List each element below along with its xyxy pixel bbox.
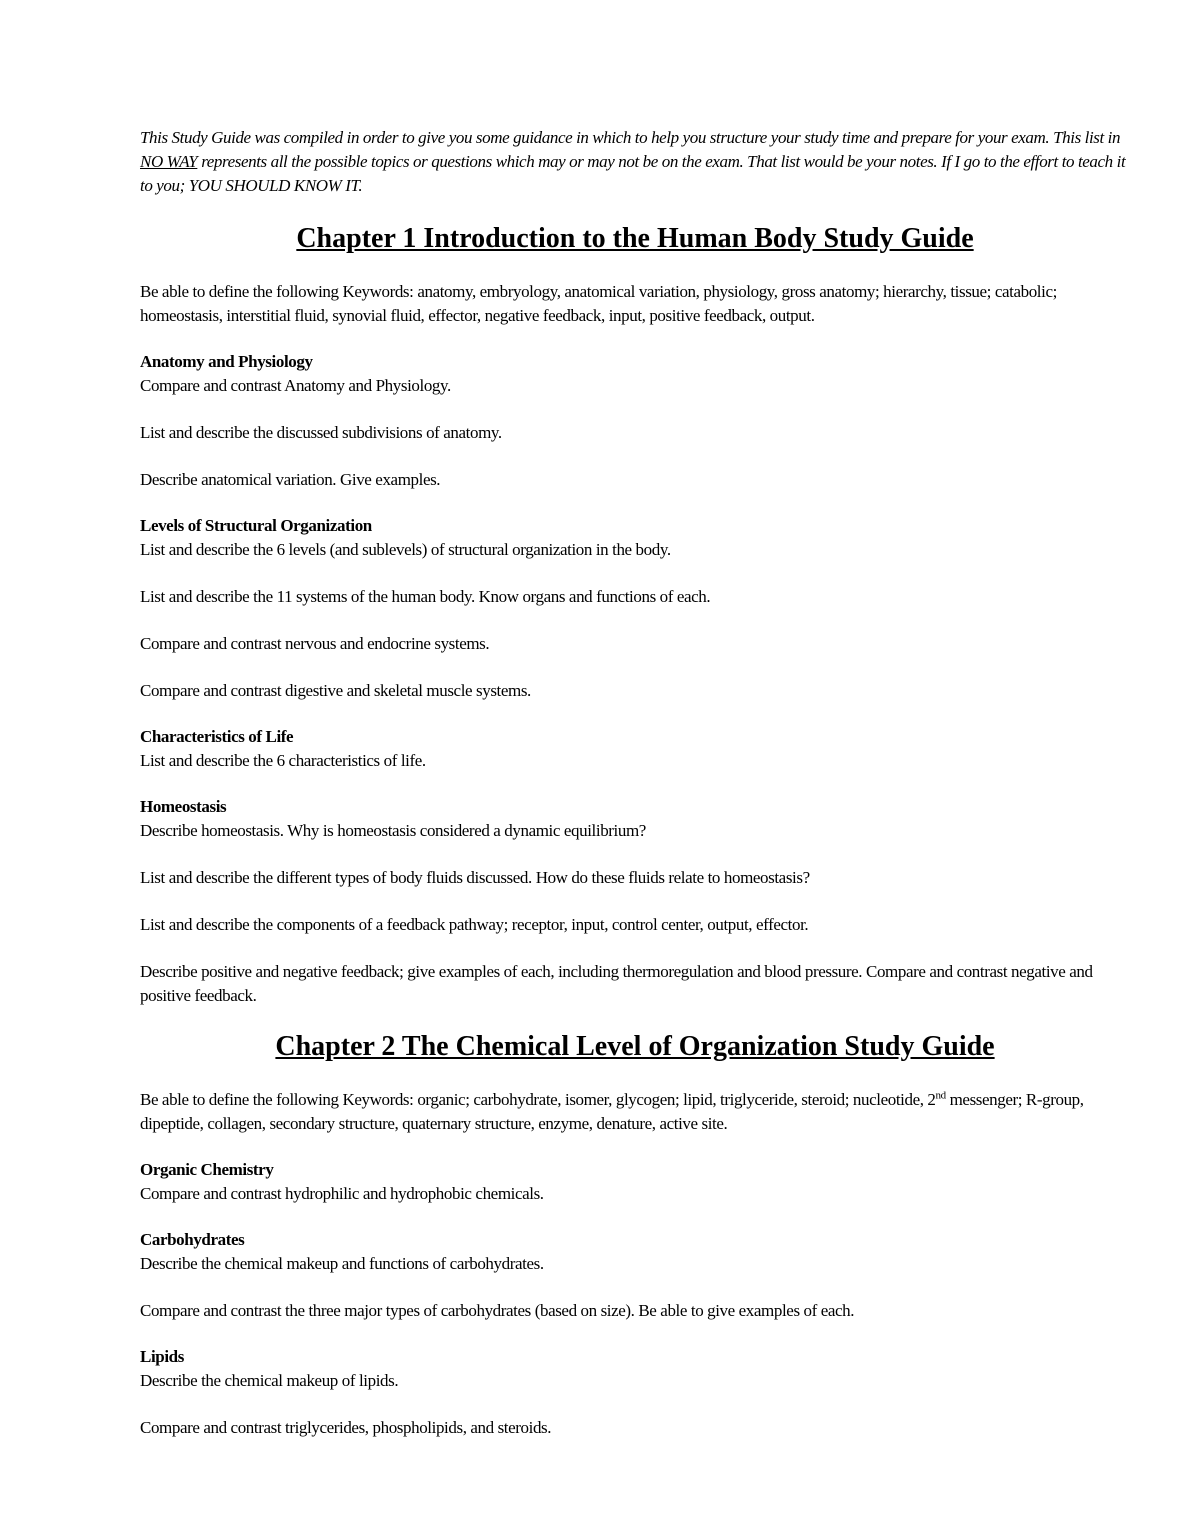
section-heading: Anatomy and Physiology: [140, 352, 313, 371]
section-heading: Levels of Structural Organization: [140, 516, 372, 535]
section-carbohydrates: [140, 1228, 1130, 1323]
intro-text-1: This Study Guide was compiled in order to give you some guidance in which to help you structure your study time and prepare for your exam. This list in: [140, 128, 1121, 147]
guide-item: Compare and contrast hydrophilic and hydrophobic chemicals.: [140, 1184, 544, 1203]
guide-item: List and describe the 6 characteristics of life.: [140, 751, 426, 770]
guide-item: List and describe the discussed subdivisions of anatomy.: [140, 423, 502, 442]
intro-emphasis: NO WAY: [140, 152, 198, 171]
guide-item: Describe homeostasis. Why is homeostasis considered a dynamic equilibrium?: [140, 821, 646, 840]
guide-item: List and describe the different types of body fluids discussed. How do these fluids relate to homeostasis?: [140, 868, 810, 887]
guide-item: List and describe the components of a feedback pathway; receptor, input, control center, output, effector.: [140, 915, 809, 934]
guide-item: Describe anatomical variation. Give examples.: [140, 470, 441, 489]
guide-item: List and describe the 6 levels (and sublevels) of structural organization in the body.: [140, 540, 671, 559]
guide-item: Compare and contrast Anatomy and Physiology.: [140, 376, 451, 395]
document-page: [140, 126, 1130, 1462]
chapter-2-title: Chapter 2 The Chemical Level of Organization Study Guide: [275, 1031, 995, 1062]
guide-item: Compare and contrast triglycerides, phospholipids, and steroids.: [140, 1418, 552, 1437]
section-levels-organization: [140, 514, 1130, 703]
section-heading: Homeostasis: [140, 797, 227, 816]
section-heading: Characteristics of Life: [140, 727, 294, 746]
guide-item: Compare and contrast nervous and endocrine systems.: [140, 634, 490, 653]
guide-item: List and describe the 11 systems of the human body. Know organs and functions of each.: [140, 587, 711, 606]
guide-item: Describe the chemical makeup and functions of carbohydrates.: [140, 1254, 544, 1273]
guide-item: Describe positive and negative feedback; give examples of each, including thermoregulation and blood pressure. Compare and contrast negative and positive feedback.: [140, 962, 1093, 1005]
section-lipids: [140, 1345, 1130, 1440]
keywords-text-2: messenger; R-group, dipeptide, collagen, secondary structure, quaternary structure, enzyme, denature, active site.: [140, 1090, 1084, 1133]
section-heading: Lipids: [140, 1347, 184, 1366]
guide-item: Describe the chemical makeup of lipids.: [140, 1371, 399, 1390]
section-homeostasis: [140, 795, 1130, 1008]
keywords-superscript: nd: [935, 1089, 946, 1102]
keywords-text-1: Be able to define the following Keywords: organic; carbohydrate, isomer, glycogen; lipid, triglyceride, steroid; nucleotide, 2: [140, 1090, 936, 1109]
section-characteristics-life: [140, 725, 1130, 773]
section-heading: Carbohydrates: [140, 1230, 245, 1249]
section-anatomy-physiology: [140, 350, 1130, 492]
intro-paragraph: [140, 126, 1130, 198]
chapter-1-keywords: Be able to define the following Keywords: anatomy, embryology, anatomical variation, physiology, gross anatomy; hierarchy, tissue; catabolic; homeostasis, interstitial fluid, synovial fluid, effector, negative feedback, input, positive feedback, output.: [140, 282, 1057, 325]
guide-item: Compare and contrast digestive and skeletal muscle systems.: [140, 681, 531, 700]
section-organic-chemistry: [140, 1158, 1130, 1206]
guide-item: Compare and contrast the three major types of carbohydrates (based on size). Be able to give examples of each.: [140, 1301, 855, 1320]
chapter-2-keywords: [140, 1088, 1130, 1136]
intro-text-2: represents all the possible topics or questions which may or may not be on the exam. That list would be your notes. If I go to the effort to teach it to you; YOU SHOULD KNOW IT.: [140, 152, 1126, 195]
chapter-1-title: Chapter 1 Introduction to the Human Body Study Guide: [296, 223, 974, 254]
section-heading: Organic Chemistry: [140, 1160, 274, 1179]
